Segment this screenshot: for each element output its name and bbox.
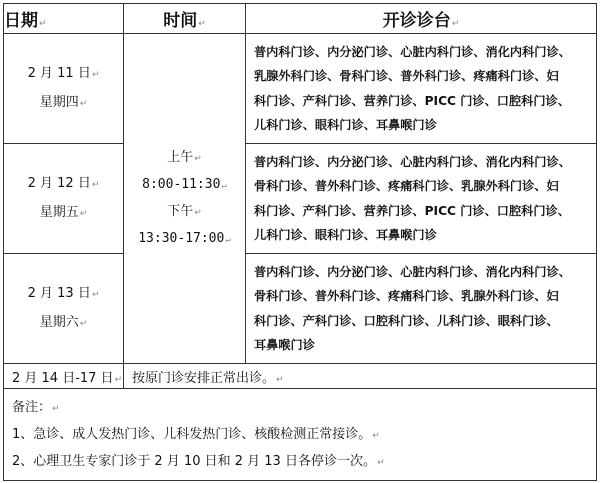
clinic-line: 儿科门诊、眼科门诊、耳鼻喉门诊 [254, 118, 437, 132]
clinic-line: 科门诊、产科门诊、营养门诊、PICC 门诊、口腔科门诊、 [254, 93, 570, 108]
clinic-list-feb11 [246, 34, 597, 144]
table-header-row [4, 4, 597, 34]
date-cell-feb11: 2 月 11 日↵ 星期四↵ [4, 34, 124, 144]
clinic-line: 骨科门诊、普外科门诊、疼痛科门诊、乳腺外科门诊、妇 [254, 179, 559, 193]
date-text: 2 月 13 日 [27, 285, 91, 301]
date-cell-feb13: 2 月 13 日↵ 星期六↵ [4, 254, 124, 364]
range-note-cell: 按原门诊安排正常出诊。↵ [124, 364, 597, 389]
weekday-text: 星期五 [39, 204, 79, 220]
note-item: 1、急诊、成人发热门诊、儿科发热门诊、核酸检测正常接诊。 [12, 427, 372, 442]
clinic-line: 普内科门诊、内分泌门诊、心脏内科门诊、消化内科门诊、 [254, 154, 571, 169]
clinic-schedule-table [3, 3, 597, 481]
table-row [4, 144, 597, 254]
weekday-text: 星期四 [39, 94, 79, 110]
am-range: 8:00-11:30 [142, 176, 221, 192]
clinic-line: 乳腺外科门诊、骨科门诊、普外科门诊、疼痛科门诊、妇 [254, 69, 559, 83]
header-date: 日期↵ [4, 4, 124, 34]
notes-row [4, 389, 597, 481]
weekday-text: 星期六 [39, 314, 79, 330]
note-item: 2、心理卫生专家门诊于 2 月 10 日和 2 月 13 日各停诊一次。 [12, 454, 376, 469]
clinic-line: 科门诊、产科门诊、口腔科门诊、儿科门诊、眼科门诊、 [254, 313, 559, 328]
clinic-line: 耳鼻喉门诊 [254, 338, 315, 352]
notes-cell: 备注：↵ 1、急诊、成人发热门诊、儿科发热门诊、核酸检测正常接诊。↵ 2、心理卫生专家门诊于 2 月 10 日和 2 月 13 日各停诊一次。↵ [4, 389, 597, 481]
header-time: 时间↵ [124, 4, 246, 34]
clinic-line: 普内科门诊、内分泌门诊、心脏内科门诊、消化内科门诊、 [254, 264, 571, 279]
date-text: 2 月 12 日 [27, 175, 91, 191]
clinic-line: 骨科门诊、普外科门诊、疼痛科门诊、乳腺外科门诊、妇 [254, 289, 559, 303]
pm-range: 13:30-17:00 [138, 230, 225, 246]
pm-label: 下午 [167, 203, 194, 219]
clinic-list-feb13 [246, 254, 597, 364]
clinic-list-feb12 [246, 144, 597, 254]
table-row [4, 34, 597, 144]
am-label: 上午 [167, 149, 194, 165]
clinic-line: 科门诊、产科门诊、营养门诊、PICC 门诊、口腔科门诊、 [254, 203, 570, 218]
table-row-range [4, 364, 597, 389]
clinic-line: 儿科门诊、眼科门诊、耳鼻喉门诊 [254, 228, 437, 242]
date-text: 2 月 11 日 [27, 65, 91, 81]
clinic-line: 普内科门诊、内分泌门诊、心脏内科门诊、消化内科门诊、 [254, 44, 571, 59]
range-date-cell: 2 月 14 日-17 日↵ [4, 364, 124, 389]
header-clinic: 开诊诊台↵ [246, 4, 597, 34]
clinic-hours-cell: 上午↵ 8:00-11:30↵ 下午↵ 13:30-17:00↵ [124, 34, 246, 364]
table-row [4, 254, 597, 364]
notes-title: 备注： [12, 400, 52, 415]
date-cell-feb12: 2 月 12 日↵ 星期五↵ [4, 144, 124, 254]
